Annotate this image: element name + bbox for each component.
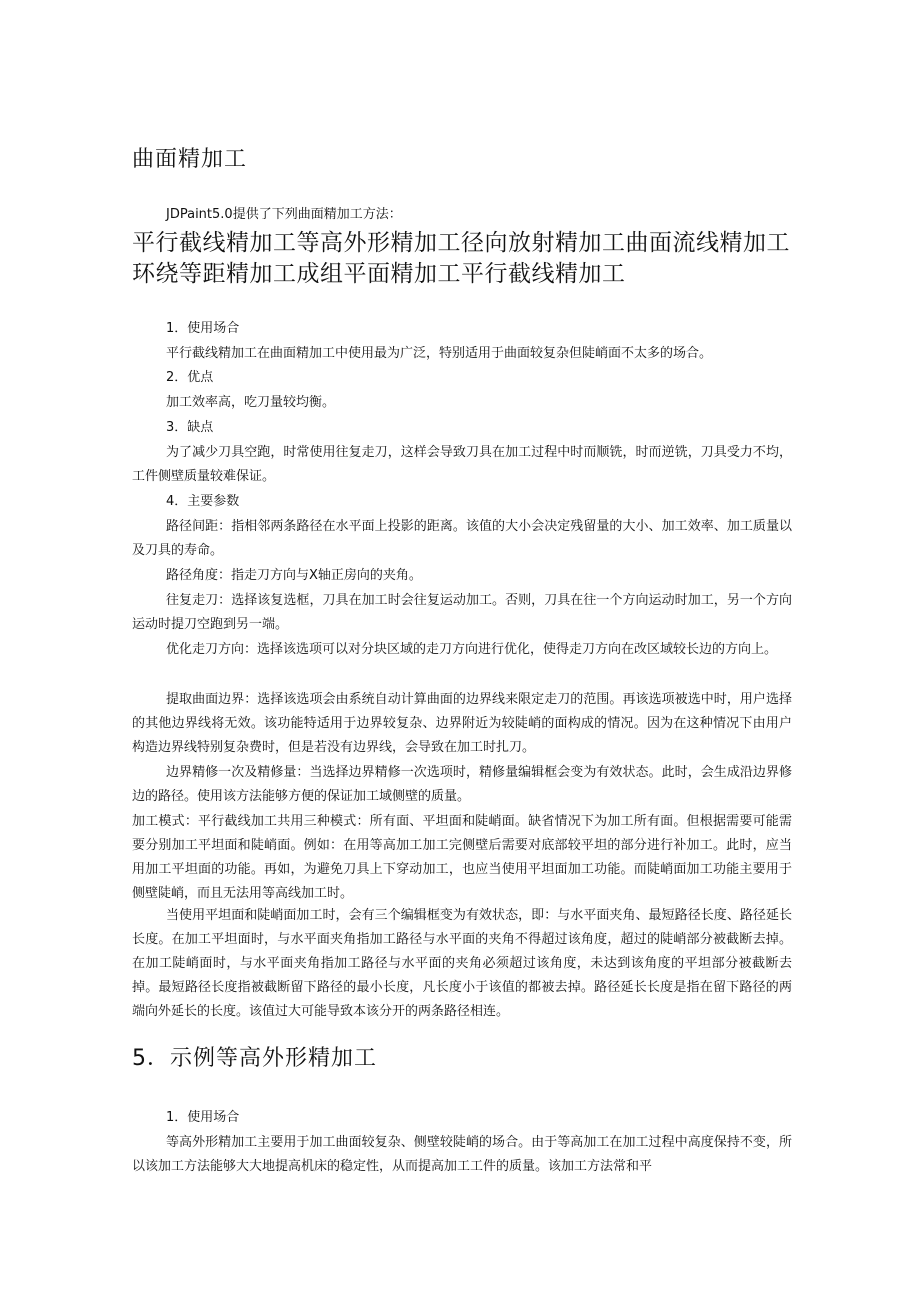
heading-advantages: 2．优点 bbox=[166, 370, 214, 385]
use-scenario-text: 平行截线精加工在曲面精加工中使用最为广泛，特别适用于曲面较复杂但陡峭面不太多的场合。 bbox=[166, 346, 713, 361]
advantages-text: 加工效率高，吃刀量较均衡。 bbox=[166, 395, 336, 410]
heading-disadvantages: 3．缺点 bbox=[166, 420, 214, 435]
intro-text: JDPaint5.0提供了下列曲面精加工方法： bbox=[166, 207, 402, 222]
page-title: 曲面精加工 bbox=[132, 147, 248, 172]
heading-use-scenario: 1．使用场合 bbox=[166, 321, 240, 336]
param-machining-mode: 加工模式：平行截线加工共用三种模式：所有面、平坦面和陡峭面。缺省情况下为加工所有面。但根据需要可能需要分别加工平坦面和陡峭面。例如：在用等高加工加工完侧壁后需要对底部较平坦的部分进行补加工。此时，应当用加工平坦面的功能。再如，为避免刀具上下穿动加工，也应当使用平坦面加工功能。而陡峭面加工功能主要用于侧壁陡峭，而且无法用等高线加工时。 bbox=[132, 814, 792, 901]
param-optimize-direction: 优化走刀方向：选择该选项可以对分块区域的走刀方向进行优化，使得走刀方向在改区域较长边的方向上。 bbox=[166, 642, 778, 657]
param-path-angle: 路径角度：指走刀方向与X轴正房向的夹角。 bbox=[166, 568, 422, 583]
heading-use-scenario-2: 1．使用场合 bbox=[166, 1110, 240, 1125]
param-extract-boundary: 提取曲面边界：选择该选项会由系统自动计算曲面的边界线来限定走刀的范围。再该选项被选中时，用户选择的其他边界线将无效。该功能特适用于边界较复杂、边界附近为较陡峭的面构成的情况。因为在这种情况下由用户构造边界线特别复杂费时，但是若没有边界线，会导致在加工时扎刀。 bbox=[132, 692, 792, 755]
disadvantages-text: 为了减少刀具空跑，时常使用往复走刀，这样会导致刀具在加工过程中时而顺铣，时而逆铣，刀具受力不均，工件侧壁质量较难保证。 bbox=[132, 445, 792, 484]
param-path-spacing: 路径间距：指相邻两条路径在水平面上投影的距离。该值的大小会决定残留量的大小、加工效率、加工质量以及刀具的寿命。 bbox=[132, 519, 792, 558]
use-scenario-text-2: 等高外形精加工主要用于加工曲面较复杂、侧壁较陡峭的场合。由于等高加工在加工过程中高度保持不变，所以该加工方法能够大大地提高机床的稳定性，从而提高加工工件的质量。该加工方法常和平 bbox=[132, 1135, 792, 1174]
methods-heading: 平行截线精加工等高外形精加工径向放射精加工曲面流线精加工环绕等距精加工成组平面精加工平行截线精加工 bbox=[132, 230, 790, 287]
param-flat-steep: 当使用平坦面和陡峭面加工时，会有三个编辑框变为有效状态，即：与水平面夹角、最短路径长度、路径延长长度。在加工平坦面时，与水平面夹角指加工路径与水平面的夹角不得超过该角度，超过的陡峭部分被截断去掉。在加工陡峭面时，与水平面夹角指加工路径与水平面的夹角必须超过该角度，未达到该角度的平坦部分被截断去掉。最短路径长度指被截断留下路径的最小长度，凡长度小于该值的都被去掉。路径延长长度是指在留下路径的两端向外延长的长度。该值过大可能导致本该分开的两条路径相连。 bbox=[132, 908, 792, 1019]
param-boundary-finish: 边界精修一次及精修量：当选择边界精修一次选项时，精修量编辑框会变为有效状态。此时，会生成沿边界修边的路径。使用该方法能够方便的保证加工域侧壁的质量。 bbox=[132, 765, 792, 804]
heading-main-params: 4．主要参数 bbox=[166, 494, 240, 509]
section-heading-example: 5．示例等高外形精加工 bbox=[132, 1046, 377, 1071]
param-reciprocate: 往复走刀：选择该复选框，刀具在加工时会往复运动加工。否则，刀具在往一个方向运动时加工，另一个方向运动时提刀空跑到另一端。 bbox=[132, 593, 792, 632]
